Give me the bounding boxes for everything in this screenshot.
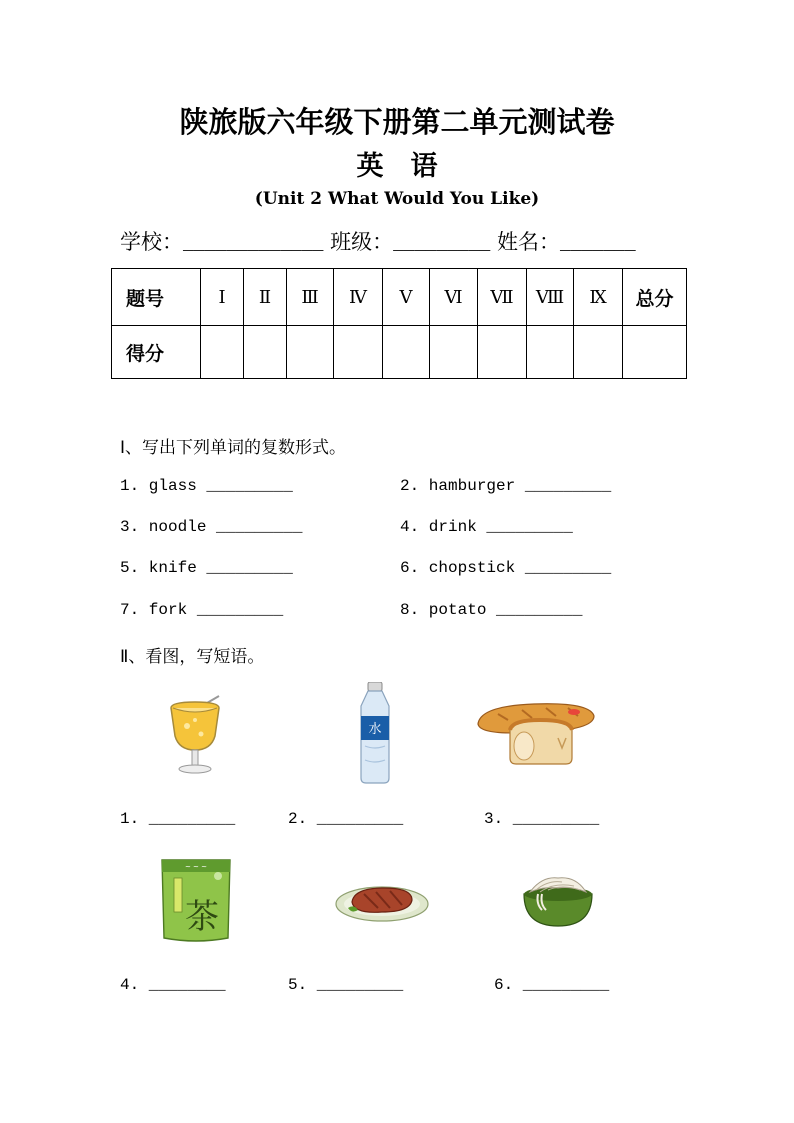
score-cell[interactable] (527, 326, 574, 379)
picture-answer-4[interactable]: 4. ________ (120, 976, 226, 994)
tea-label: 茶 (185, 897, 219, 937)
score-cell[interactable] (383, 326, 430, 379)
noodle-bowl-icon (518, 870, 598, 930)
col-5: Ⅴ (383, 269, 430, 326)
score-table-score-row (112, 326, 687, 379)
col-2: Ⅱ (244, 269, 287, 326)
section1-heading: Ⅰ、写出下列单词的复数形式。 (120, 438, 347, 458)
school-blank[interactable]: _____________ (183, 235, 324, 255)
col-6: Ⅵ (430, 269, 478, 326)
score-table (111, 268, 687, 379)
bottle-label: 水 (368, 722, 382, 737)
meat-plate-icon (334, 878, 430, 924)
score-cell[interactable] (287, 326, 334, 379)
word-item-7[interactable]: 7. fork _________ (120, 601, 284, 619)
col-8: Ⅷ (527, 269, 574, 326)
word-item-6[interactable]: 6. chopstick _________ (400, 559, 612, 577)
col-3: Ⅲ (287, 269, 334, 326)
word-item-4[interactable]: 4. drink _________ (400, 518, 573, 536)
score-cell[interactable] (623, 326, 687, 379)
score-cell[interactable] (574, 326, 623, 379)
name-blank[interactable]: _______ (560, 235, 636, 255)
section2-heading: Ⅱ、看图，写短语。 (120, 647, 265, 667)
score-cell[interactable] (478, 326, 527, 379)
unit-subtitle: (Unit 2 What Would You Like) (254, 189, 540, 209)
subject-title: 英 语 (356, 151, 438, 182)
word-item-2[interactable]: 2. hamburger _________ (400, 477, 612, 495)
score-label: 得分 (112, 326, 201, 379)
water-bottle-icon (356, 682, 394, 784)
word-item-1[interactable]: 1. glass _________ (120, 477, 293, 495)
tea-bag-icon (158, 856, 234, 944)
juice-icon (165, 690, 225, 776)
class-blank[interactable]: _________ (393, 235, 491, 255)
picture-answer-3[interactable]: 3. _________ (484, 810, 600, 828)
col-4: Ⅳ (334, 269, 383, 326)
word-item-5[interactable]: 5. knife _________ (120, 559, 293, 577)
score-cell[interactable] (201, 326, 244, 379)
student-info-line (120, 226, 636, 256)
picture-answer-5[interactable]: 5. _________ (288, 976, 404, 994)
picture-answer-2[interactable]: 2. _________ (288, 810, 404, 828)
picture-answer-1[interactable]: 1. _________ (120, 810, 236, 828)
school-label: 学校： (120, 230, 183, 254)
score-table-header-row (112, 269, 687, 326)
question-number-label: 题号 (112, 269, 201, 326)
score-cell[interactable] (334, 326, 383, 379)
name-label: 姓名： (497, 230, 561, 254)
bread-icon (474, 700, 598, 766)
page-title: 陕旅版六年级下册第二单元测试卷 (179, 105, 615, 139)
score-cell[interactable] (244, 326, 287, 379)
word-item-8[interactable]: 8. potato _________ (400, 601, 583, 619)
picture-answer-6[interactable]: 6. _________ (494, 976, 610, 994)
tea-bag-top-text: ~ ~ ~ (184, 863, 208, 871)
col-1: Ⅰ (201, 269, 244, 326)
class-label: 班级： (330, 230, 394, 254)
score-cell[interactable] (430, 326, 478, 379)
col-9: Ⅸ (574, 269, 623, 326)
word-item-3[interactable]: 3. noodle _________ (120, 518, 303, 536)
col-7: Ⅶ (478, 269, 527, 326)
total-label: 总分 (623, 269, 687, 326)
